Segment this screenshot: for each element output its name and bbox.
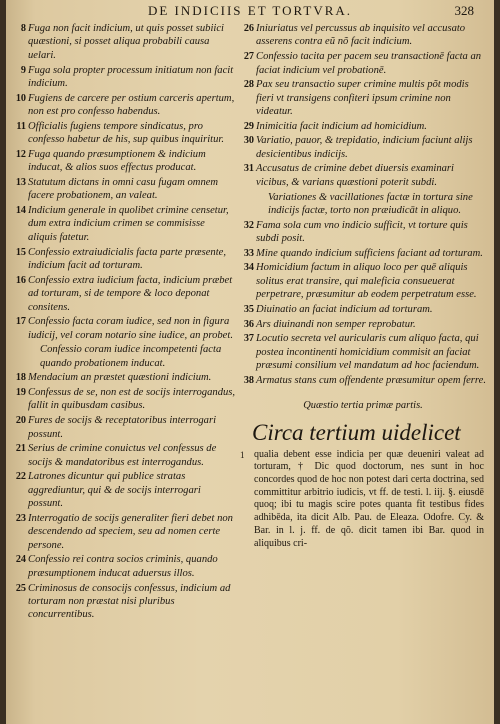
summary-entry xyxy=(238,374,488,387)
summary-entry xyxy=(10,120,236,147)
entry-text: Inimicitia facit indicium ad homicidium. xyxy=(256,120,427,132)
entry-number: 38 xyxy=(243,374,254,386)
entry-text: Interrogatio de socijs generaliter fieri debet non descendendo ad speciem, seu ad nomen certe persone. xyxy=(28,512,233,551)
entry-text: Fuga non facit indicium, ut quis posset subiici quæstioni, si posset aliqua probabili causa uelari. xyxy=(28,23,224,61)
entry-number: 27 xyxy=(243,51,254,63)
entry-text: Confessio tacita per pacem seu transactionē facta an faciat indicium vel probationē. xyxy=(256,51,482,76)
summary-entry xyxy=(238,78,488,118)
entry-number: 20 xyxy=(15,415,26,427)
summary-entry xyxy=(10,22,236,62)
chapter-heading: Circa tertium uidelicet xyxy=(252,419,461,445)
summary-entry xyxy=(238,332,488,372)
entry-number: 21 xyxy=(15,443,26,455)
body-paragraph xyxy=(238,449,484,551)
right-column xyxy=(238,22,488,550)
entry-text: Statutum dictans in omni casu fugam omnem facere probationem, an valeat. xyxy=(28,176,219,202)
summary-entry xyxy=(238,120,488,133)
page-number: 328 xyxy=(454,3,474,18)
summary-entry xyxy=(238,191,488,218)
entry-number: 9 xyxy=(20,64,26,76)
entry-number: 11 xyxy=(16,120,26,132)
book-page xyxy=(6,0,494,724)
summary-entry xyxy=(238,303,488,316)
entry-text: Fama sola cum vno indicio sufficit, vt torture quis subdi posit. xyxy=(256,219,468,245)
entry-number: 29 xyxy=(243,120,254,132)
entry-text: Confessio facta coram iudice, sed non in figura iudicij, vel coram notario sine iudice, an probet. xyxy=(28,316,233,341)
entry-text: Confessio extra iudicium facta, indicium præbet ad torturam, si de tempore & loco deponat consitens. xyxy=(28,274,233,313)
entry-number: 26 xyxy=(243,23,254,34)
summary-entry xyxy=(10,176,236,203)
summary-entry xyxy=(10,414,236,441)
body-text-block xyxy=(238,449,488,551)
entry-text: Accusatus de crimine debet diuersis examinari vicibus, & varians quæstioni poterit subdi. xyxy=(256,163,455,188)
summary-entry xyxy=(10,371,236,384)
section-heading: Quæstio tertia primæ partis. xyxy=(303,400,423,412)
summary-entry xyxy=(10,470,236,510)
entry-text: Variatio, pauor, & trepidatio, indicium faciunt alijs desicientibus indicijs. xyxy=(256,135,473,160)
entry-text: Confessio extraiudicialis facta parte præsente, indicium facit ad torturam. xyxy=(28,246,227,272)
entry-text: Officialis fugiens tempore sindicatus, pro confesso habetur de his, sup quibus inquiritur. xyxy=(28,120,224,146)
running-header xyxy=(6,0,494,22)
summary-entry xyxy=(10,553,236,580)
entry-number: 33 xyxy=(243,247,254,259)
entry-number: 31 xyxy=(243,163,254,175)
entry-number: 32 xyxy=(243,219,254,231)
entry-number: 22 xyxy=(15,471,26,483)
entry-text: Ars diuinandi non semper reprobatur. xyxy=(256,318,416,330)
marginal-number: 1 xyxy=(240,449,245,460)
summary-list xyxy=(238,22,488,387)
entry-number: 17 xyxy=(15,316,26,328)
entry-number: 13 xyxy=(15,176,26,188)
entry-text: Pax seu transactio super crimine multis põt modis fieri vt transigens confiteri ipsum crimine non videatur. xyxy=(256,79,469,118)
entry-number: 16 xyxy=(15,274,26,286)
entry-number: 15 xyxy=(15,246,26,258)
summary-entry xyxy=(10,343,236,370)
summary-entry xyxy=(10,582,236,622)
entry-number: 10 xyxy=(15,92,26,104)
entry-text: Confessio coram iudice incompetenti facta quando probationem inducat. xyxy=(40,344,222,369)
entry-text: Homicidium factum in aliquo loco per quē aliquis solitus erat transire, qui maleficia consueuerat perpetrare, præsumitur ab eodem perpetratum esse. xyxy=(256,262,477,301)
summary-entry xyxy=(238,318,488,331)
entry-text: Serius de crimine conuictus vel confessus de socijs & mandatoribus est interrogandus. xyxy=(28,443,217,468)
entry-number: 35 xyxy=(243,303,254,315)
running-title: DE INDICIIS ET TORTVRA. xyxy=(147,3,353,18)
summary-entry xyxy=(238,261,488,301)
entry-text: Armatus stans cum offendente præsumitur opem ferre. xyxy=(256,374,487,386)
entry-text: Criminosus de consocijs confessus, indicium ad torturam non præstat nisi pluribus concurrentibus. xyxy=(28,582,231,621)
entry-number: 18 xyxy=(15,372,26,384)
entry-number: 24 xyxy=(15,554,26,566)
left-column xyxy=(10,22,236,623)
entry-number: 23 xyxy=(15,512,26,524)
summary-entry xyxy=(238,219,488,246)
entry-text: Variationes & vacillationes factæ in tortura sine indicijs factæ, torto non præiudicāt in aliquo. xyxy=(268,191,473,217)
entry-number: 12 xyxy=(15,148,26,160)
entry-text: Locutio secreta vel auricularis cum aliquo facta, qui postea incontinenti homicidium commisit an faciat præsumi consilium vel mandatum ad hoc faciendum. xyxy=(256,333,480,372)
entry-text: Mendacium an præstet quæstioni indicium. xyxy=(28,372,212,384)
entry-text: Fures de socijs & receptatoribus interrogari possunt. xyxy=(28,415,217,440)
entry-number: 28 xyxy=(243,79,254,91)
entry-number: 30 xyxy=(243,135,254,147)
summary-entry xyxy=(10,315,236,342)
entry-number: 37 xyxy=(243,333,254,345)
summary-entry xyxy=(10,274,236,314)
summary-entry xyxy=(238,22,488,49)
entry-text: Indicium generale in quolibet crimine censetur, dum extra indicium crimen se commisisse aliquis fatetur. xyxy=(28,205,229,243)
entry-text: Confessio rei contra socios criminis, quando præsumptionem inducat aduersus illos. xyxy=(28,554,218,579)
summary-entry xyxy=(10,512,236,552)
summary-entry xyxy=(10,204,236,244)
summary-entry xyxy=(10,64,236,91)
entry-number: 14 xyxy=(15,205,26,217)
summary-entry xyxy=(10,442,236,469)
entry-text: Latrones dicuntur qui publice stratas aggrediuntur, qui & de socijs interrogari possunt. xyxy=(28,471,201,510)
summary-entry xyxy=(238,134,488,161)
entry-text: Fuga quando præsumptionem & indicium inducat, & alios suos effectus producat. xyxy=(28,148,206,174)
entry-text: Mine quando indicium sufficiens faciant ad torturam. xyxy=(256,247,483,259)
entry-text: Confessus de se, non est de socijs interrogandus, fallit in quibusdam casibus. xyxy=(28,387,236,412)
entry-number: 19 xyxy=(15,387,26,399)
entry-text: Fugiens de carcere per ostium carceris apertum, non est pro confesso habendus. xyxy=(28,92,235,118)
entry-text: Iniuriatus vel percussus ab inquisito vel accusato asserens contra eũ nõ facit indicium. xyxy=(256,23,466,48)
entry-number: 25 xyxy=(15,582,26,594)
entry-number: 8 xyxy=(20,23,26,34)
entry-number: 36 xyxy=(243,318,254,330)
entry-text: Fuga sola propter processum initiatum non facit indicium. xyxy=(28,64,234,89)
entry-text: Diuinatio an faciat indicium ad torturam. xyxy=(256,303,433,315)
summary-entry xyxy=(10,246,236,273)
summary-entry xyxy=(10,92,236,119)
summary-entry xyxy=(10,386,236,413)
summary-entry xyxy=(238,247,488,260)
summary-entry xyxy=(238,50,488,77)
entry-number: 34 xyxy=(243,262,254,274)
body-text: qualia debent esse indicia per quæ deueniri valeat ad torturam, † Dic quod doctorum, nes sunt in hoc concordes quod de hoc non potest dari certa doctrina, sed committitur arbitrio iudicis, vt ff. de testi. l. iij. §. eiusdē quoq; ibi tu magis scire potes quanta fit testibus fides adhibēda, ita dicit Alb. Pau. de Eleaza. Odofre. Cy. & Bar. in l. j. ff. de qõ. dicit tamen ibi Bar. quod in aliquibus cri- xyxy=(254,448,484,549)
summary-entry xyxy=(238,162,488,189)
summary-entry xyxy=(10,148,236,175)
